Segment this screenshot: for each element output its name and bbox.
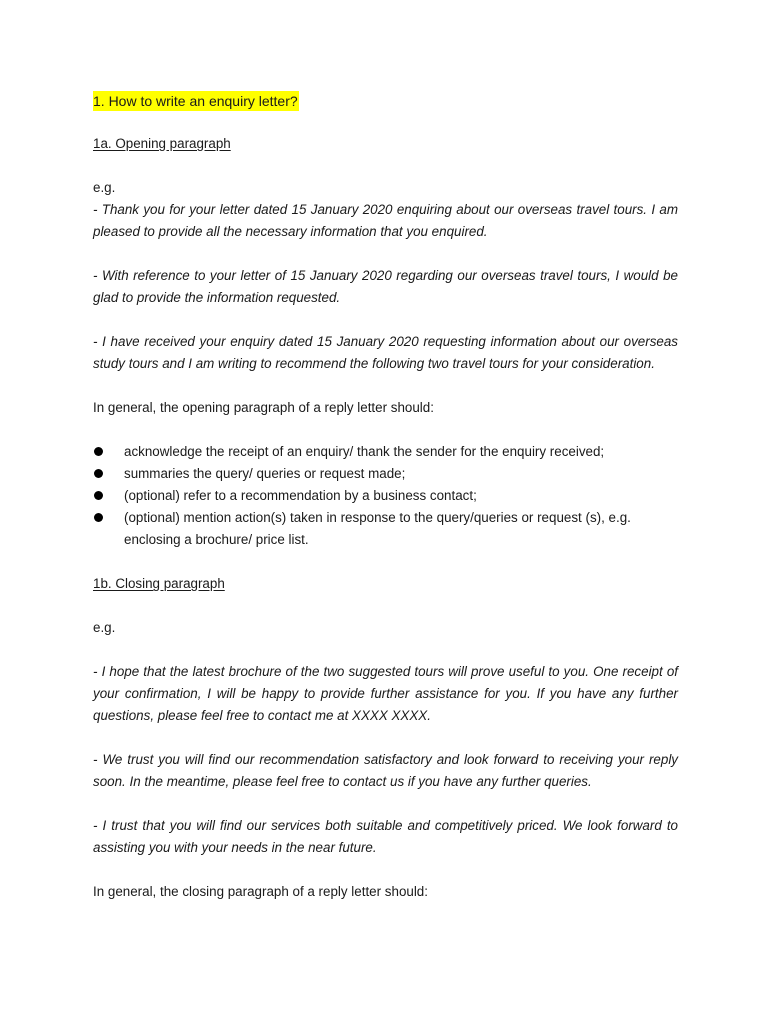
bullet-icon	[94, 447, 103, 456]
opening-example-2: - With reference to your letter of 15 January 2020 regarding our overseas travel tours, I would be glad to provide the information requested.	[93, 268, 678, 305]
bullet-text: summaries the query/ queries or request made;	[124, 466, 406, 481]
bullet-icon	[94, 513, 103, 522]
opening-eg-label: e.g.	[93, 180, 116, 195]
document-page	[93, 91, 678, 903]
opening-bullet-list	[93, 441, 678, 551]
section-heading: 1. How to write an enquiry letter?	[93, 93, 298, 109]
bullet-text: (optional) mention action(s) taken in response to the query/queries or request (s), e.g. enclosing a brochure/ price list.	[124, 510, 631, 547]
list-item	[93, 441, 669, 463]
closing-eg-label: e.g.	[93, 620, 116, 635]
closing-example-3: - I trust that you will find our services both suitable and competitively priced. We look forward to assisting you with your needs in the near future.	[93, 818, 678, 855]
bullet-icon	[94, 491, 103, 500]
closing-example-2: - We trust you will find our recommendation satisfactory and look forward to receiving your reply soon. In the meantime, please feel free to contact us if you have any further queries.	[93, 752, 678, 789]
closing-paragraph-title: 1b. Closing paragraph	[93, 576, 225, 591]
opening-paragraph-title: 1a. Opening paragraph	[93, 136, 231, 151]
bullet-icon	[94, 469, 103, 478]
list-item	[93, 463, 669, 485]
closing-example-1: - I hope that the latest brochure of the two suggested tours will prove useful to you. One receipt of your confirmation, I will be happy to provide further assistance for you. If you have any further questions, please feel free to contact me at XXXX XXXX.	[93, 664, 678, 723]
bullet-text: acknowledge the receipt of an enquiry/ thank the sender for the enquiry received;	[124, 444, 605, 459]
section-heading-line	[93, 91, 678, 113]
opening-example-1: - Thank you for your letter dated 15 January 2020 enquiring about our overseas travel tours. I am pleased to provide all the necessary information that you enquired.	[93, 202, 678, 239]
list-item	[93, 485, 669, 507]
bullet-text: (optional) refer to a recommendation by a business contact;	[124, 488, 477, 503]
opening-example-3: - I have received your enquiry dated 15 January 2020 requesting information about our overseas study tours and I am writing to recommend the following two travel tours for your consideration.	[93, 334, 678, 371]
opening-general-text: In general, the opening paragraph of a reply letter should:	[93, 400, 434, 415]
closing-general-text: In general, the closing paragraph of a reply letter should:	[93, 884, 428, 899]
list-item	[93, 507, 669, 551]
